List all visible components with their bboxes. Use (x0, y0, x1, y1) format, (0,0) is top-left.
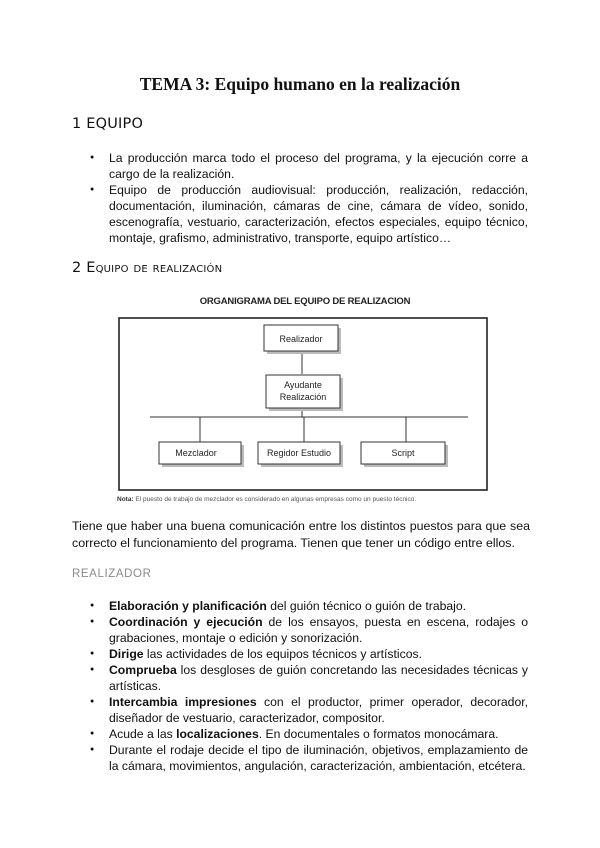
item-bold: Intercambia impresiones (109, 695, 257, 709)
list-item: ● Equipo de producción audiovisual: producción, realización, redacción, documentación, iluminación, cámaras de cine, cámara de vídeo, sonido, escenografía, vestuario, caracterización, efectos especiales, equipo técnico, montaje, grafismo, administrativo, transporte, equipo artístico… (90, 182, 528, 246)
org-box-mezclador (159, 442, 244, 467)
item-text: . En documentales o formatos monocámara. (258, 727, 499, 741)
org-node-ayudante-line2: Realización (279, 392, 327, 402)
item-bold: Comprueba (109, 663, 177, 677)
list-item (90, 726, 528, 742)
item-text: las actividades de los equipos técnicos y artísticos. (143, 647, 422, 661)
org-node-realizador: Realizador (279, 334, 323, 344)
list-item (90, 742, 528, 774)
org-chart-note (117, 496, 416, 503)
org-node-script: Script (391, 448, 415, 458)
list-item (90, 694, 528, 726)
list-item (90, 598, 528, 614)
list-item: ● La producción marca todo el proceso del programa, y la ejecución corre a cargo de la realización. (90, 150, 528, 182)
list-item (90, 614, 528, 646)
org-chart (118, 314, 490, 494)
org-chart-title: ORGANIGRAMA DEL EQUIPO DE REALIZACION (199, 296, 411, 307)
org-node-ayudante-line1: Ayudante (284, 380, 322, 390)
item-bold: localizaciones (176, 727, 259, 741)
item-text: Durante el rodaje decide el tipo de iluminación, objetivos, emplazamiento de la cámara, movimientos, angulación, caracterización, ambientación, etcétera. (109, 743, 528, 773)
list-item (90, 646, 528, 662)
item-text: de los ensayos, puesta en escena, rodajes o grabaciones, montaje o edición y sonorización. (109, 615, 528, 645)
item-bold: Dirige (109, 647, 144, 661)
org-node-regidor: Regidor Estudio (266, 448, 332, 458)
org-chart-note-text: El puesto de trabajo de mezclador es considerado en algunas empresas como un puesto técnico. (135, 496, 417, 503)
org-box-realizador (264, 325, 341, 354)
page-title: TEMA 3: Equipo humano en la realización (139, 74, 461, 94)
subheading-realizador: REALIZADOR (72, 568, 152, 580)
list-item (90, 662, 528, 694)
equipo-bullet-list (90, 150, 528, 246)
section-heading-equipo-realizacion: 2 Equipo de realización (72, 260, 223, 276)
org-box-script (361, 442, 448, 467)
org-chart-note-label: Nota: (117, 496, 134, 503)
org-box-regidor (258, 442, 343, 467)
item-text: del guión técnico o guión de trabajo. (266, 599, 467, 613)
item-text: Acude a las (109, 727, 177, 741)
org-node-mezclador: Mezclador (175, 448, 217, 458)
realizador-bullet-list (90, 598, 528, 774)
item-text: con el productor, primer operador, decorador, diseñador de vestuario, caracterizador, compositor. (109, 695, 528, 725)
item-bold: Elaboración y planificación (109, 599, 267, 613)
org-box-ayudante (266, 375, 343, 411)
section-heading-equipo: 1 EQUIPO (72, 116, 144, 132)
item-text: los desgloses de guión concretando las necesidades técnicas y artísticas. (109, 663, 528, 693)
item-bold: Coordinación y ejecución (109, 615, 263, 629)
communication-paragraph: Tiene que haber una buena comunicación entre los distintos puestos para que sea correcto el funcionamiento del programa. Tienen que tener un código entre ellos. (72, 519, 530, 550)
